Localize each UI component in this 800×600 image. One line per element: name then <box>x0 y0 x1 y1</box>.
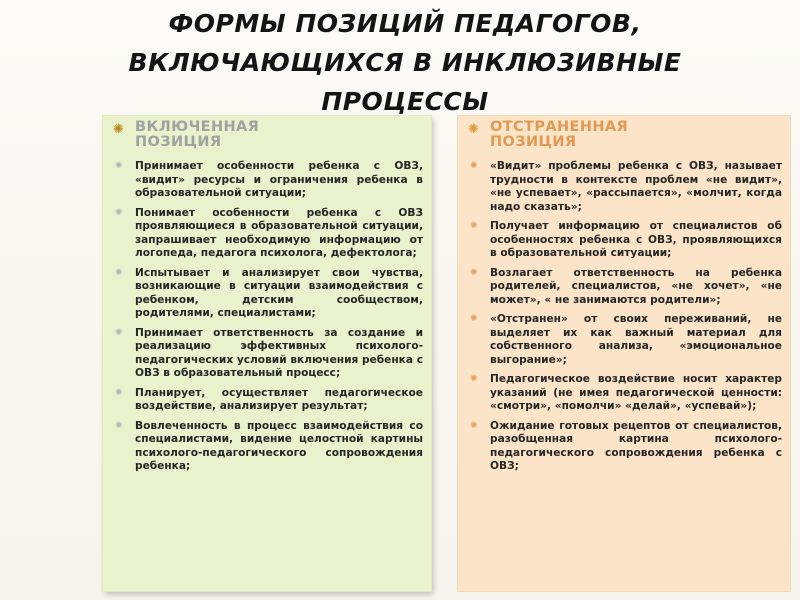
list-item: ✺ Педагогическое воздействие носит характер указаний (не имея педагогической ценности: «смотри», «помолчи» «делай», «успевай»); <box>470 373 782 412</box>
sub-bullet-icon: ✺ <box>115 207 123 218</box>
sun-bullet-icon: ✺ <box>113 122 124 137</box>
slide-title: ФОРМЫ ПОЗИЦИЙ ПЕДАГОГОВ, ВКЛЮЧАЮЩИХСЯ В ИНКЛЮЗИВНЫЕ ПРОЦЕССЫ <box>128 9 682 116</box>
included-position-list <box>113 160 423 474</box>
included-position-heading-text: ВКЛЮЧЕННАЯ ПОЗИЦИЯ <box>135 119 260 150</box>
detached-position-panel <box>458 116 790 591</box>
sub-bullet-icon: ✺ <box>115 387 123 398</box>
detached-position-heading-text: ОТСТРАНЕННАЯ ПОЗИЦИЯ <box>490 119 629 150</box>
detached-position-heading <box>468 120 782 150</box>
sub-bullet-icon: ✺ <box>470 374 478 384</box>
sub-bullet-icon: ✺ <box>115 327 123 338</box>
list-item: ✺ Принимает особенности ребенка с ОВЗ, «видит» ресурсы и ограничения ребенка в образовательной ситуации; <box>115 160 423 199</box>
sub-bullet-icon: ✺ <box>115 161 123 171</box>
list-item: ✺ Возлагает ответственность на ребенка родителей, специалистов, «не хочет», «не может», « не занимаются родители»; <box>470 266 782 306</box>
list-item: ✺ Испытывает и анализирует свои чувства, возникающие в ситуации взаимодействия с ребенком, детским сообществом, родителями, специалистами; <box>115 266 423 319</box>
sub-bullet-icon: ✺ <box>470 221 478 231</box>
sub-bullet-icon: ✺ <box>115 420 123 431</box>
sub-bullet-icon: ✺ <box>470 314 478 324</box>
included-position-heading <box>113 120 423 150</box>
list-item: ✺ Вовлеченность в процесс взаимодействия со специалистами, видение целостной картины психолого-педагогического сопровождения ребенка; <box>115 419 423 472</box>
list-item: ✺ «Видит» проблемы ребенка с ОВЗ, называет трудности в контексте проблем «не видит», «не успевает», «рассыпается», «молчит, когда надо сказать»; <box>470 160 782 213</box>
sun-bullet-icon: ✺ <box>468 122 479 137</box>
list-item: ✺ «Отстранен» от своих переживаний, не выделяет их как важный материал для собственного анализа, «эмоциональное выгорание»; <box>470 313 782 366</box>
list-item: ✺ Ожидание готовых рецептов от специалистов, разобщенная картина психолого-педагогического сопровождения ребенка с ОВЗ; <box>470 419 782 472</box>
sub-bullet-icon: ✺ <box>470 161 478 171</box>
list-item: ✺ Планирует, осуществляет педагогическое воздействие, анализирует результат; <box>115 386 423 412</box>
sub-bullet-icon: ✺ <box>115 267 123 278</box>
list-item: ✺ Понимает особенности ребенка с ОВЗ проявляющиеся в образовательной ситуации, запрашивает необходимую информацию от логопеда, педагога психолога, дефектолога; <box>115 206 423 259</box>
list-item: ✺ Принимает ответственность за создание и реализацию эффективных психолого-педагогических условий включения ребенка с ОВЗ в образовательный процесс; <box>115 326 423 379</box>
sub-bullet-icon: ✺ <box>470 420 478 431</box>
detached-position-list <box>468 160 782 474</box>
list-item: ✺ Получает информацию от специалистов об особенностях ребенка с ОВЗ, проявляющихся в образовательной ситуации; <box>470 220 782 259</box>
included-position-panel <box>103 116 431 591</box>
sub-bullet-icon: ✺ <box>470 267 478 278</box>
